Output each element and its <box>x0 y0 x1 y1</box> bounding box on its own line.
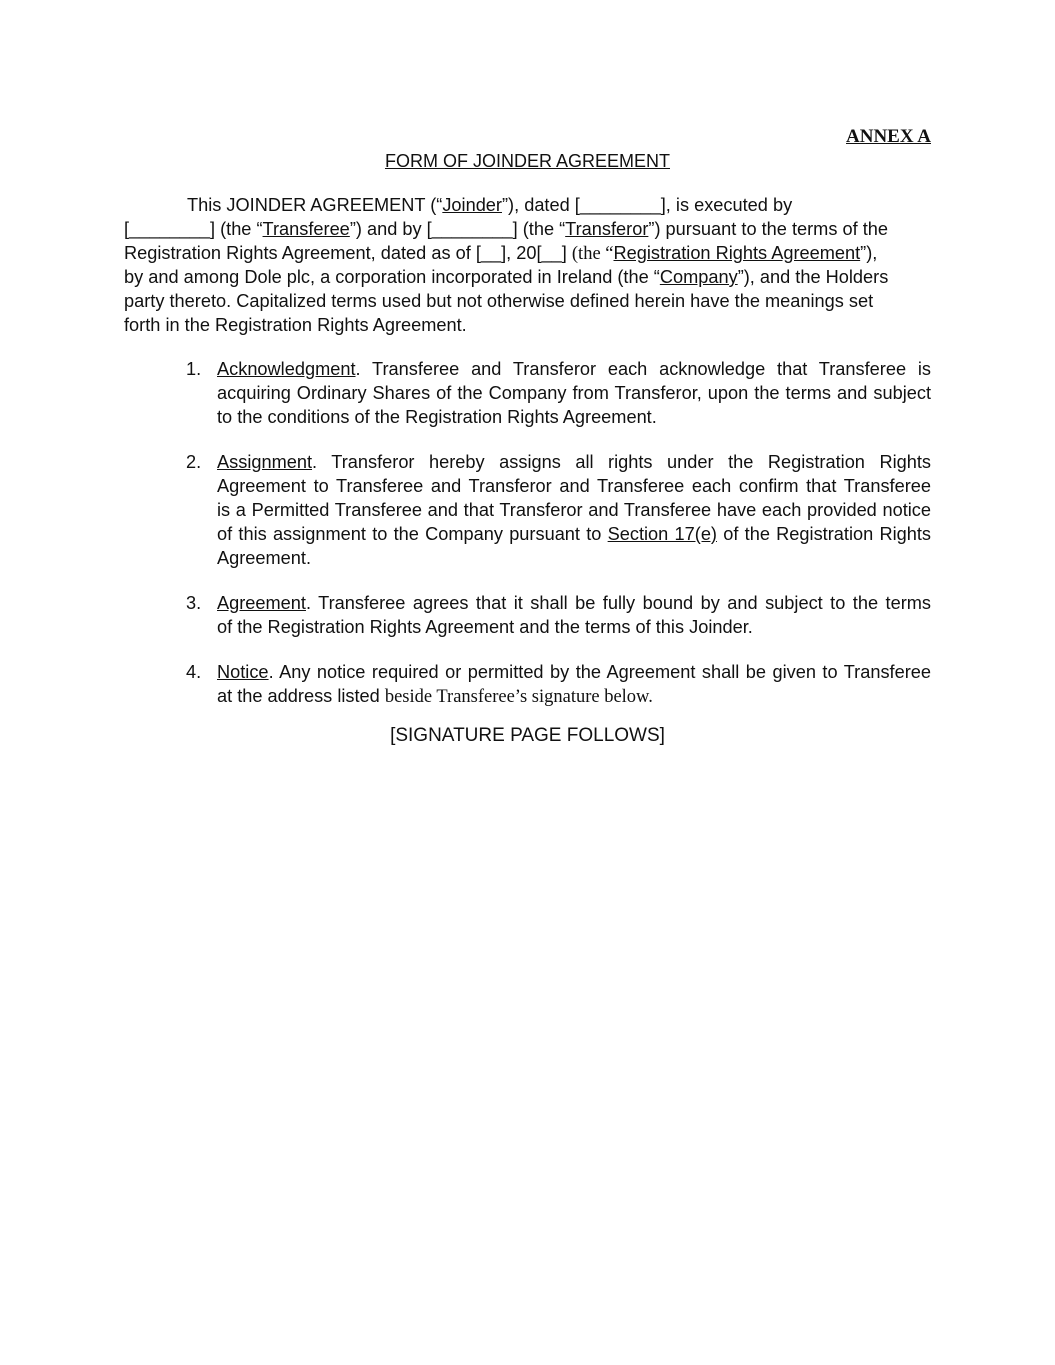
defined-term-joinder: Joinder <box>442 195 502 215</box>
section-assignment <box>0 450 931 570</box>
intro-line <box>124 241 931 265</box>
defined-term-registration-rights-agreement: Registration Rights Agreement <box>613 243 861 263</box>
section-notice <box>0 660 931 708</box>
intro-line <box>124 193 931 217</box>
text-run: . Transferee agrees that it shall be fully bound by and subject to the terms <box>305 593 931 613</box>
signature-page-note: [SIGNATURE PAGE FOLLOWS] <box>390 725 665 746</box>
defined-term-company: Company <box>659 267 738 287</box>
text-run: by and among Dole plc, a corporation incorporated in Ireland (the “ <box>124 267 660 287</box>
section-acknowledgment <box>0 357 931 429</box>
numbered-sections <box>0 357 1055 729</box>
intro-paragraph <box>124 193 931 337</box>
section-line <box>217 357 931 381</box>
text-run: . Any notice required or permitted by the Agreement shall be given to Transferee <box>268 662 931 682</box>
section-heading: Assignment <box>217 452 313 472</box>
section-number: 3. <box>186 593 202 613</box>
text-run: ”), <box>860 243 878 263</box>
text-run: ”) pursuant to the terms of the <box>648 219 888 239</box>
text-run: at the address listed <box>217 686 385 706</box>
section-heading: Agreement <box>217 593 306 613</box>
section-heading: Notice <box>217 662 269 682</box>
section-number: 2. <box>186 452 202 472</box>
section-line <box>217 522 931 546</box>
text-run: ”), and the Holders <box>737 267 889 287</box>
section-reference: Section 17(e) <box>607 524 717 544</box>
section-number: 4. <box>186 662 202 682</box>
text-run: ”) and by [________] (the “ <box>349 219 566 239</box>
text-run: This JOINDER AGREEMENT (“ <box>187 195 443 215</box>
intro-line <box>124 217 931 241</box>
section-line: Agreement. <box>217 548 312 568</box>
annex-label: ANNEX A <box>846 126 931 147</box>
section-line <box>217 450 931 474</box>
text-run: of this assignment to the Company pursuant to <box>217 524 608 544</box>
section-line <box>217 660 931 684</box>
section-line: Agreement to Transferee and Transferor and Transferee each confirm that Transferee <box>217 476 931 496</box>
document-title: FORM OF JOINDER AGREEMENT <box>384 151 670 171</box>
text-run: ”), dated [________], is executed by <box>501 195 793 215</box>
text-run: of the Registration Rights <box>717 524 932 544</box>
defined-term-transferor: Transferor <box>565 219 649 239</box>
intro-line: party thereto. Capitalized terms used but not otherwise defined herein have the meanings set <box>124 291 874 311</box>
section-line <box>217 591 931 615</box>
section-heading: Acknowledgment <box>217 359 356 379</box>
section-line: is a Permitted Transferee and that Transferor and Transferee have each provided notice <box>217 500 931 520</box>
text-run: . Transferor hereby assigns all rights under the Registration Rights <box>312 452 931 472</box>
text-run: beside Transferee’s signature below. <box>384 687 653 707</box>
intro-line <box>124 265 931 289</box>
section-line: acquiring Ordinary Shares of the Company from Transferor, upon the terms and subject <box>217 383 931 403</box>
section-number: 1. <box>186 359 202 379</box>
intro-line: forth in the Registration Rights Agreement. <box>124 315 467 335</box>
section-line <box>217 684 931 708</box>
text-run: (the “ <box>571 244 614 264</box>
section-line: of the Registration Rights Agreement and the terms of this Joinder. <box>217 617 753 637</box>
text-run: . Transferee and Transferor each acknowledge that Transferee is <box>355 359 931 379</box>
section-agreement <box>0 591 931 639</box>
text-run: [________] (the “ <box>124 219 263 239</box>
defined-term-transferee: Transferee <box>262 219 350 239</box>
section-line: to the conditions of the Registration Rights Agreement. <box>217 407 657 427</box>
text-run: Registration Rights Agreement, dated as of [__], 20[__] <box>124 243 572 263</box>
